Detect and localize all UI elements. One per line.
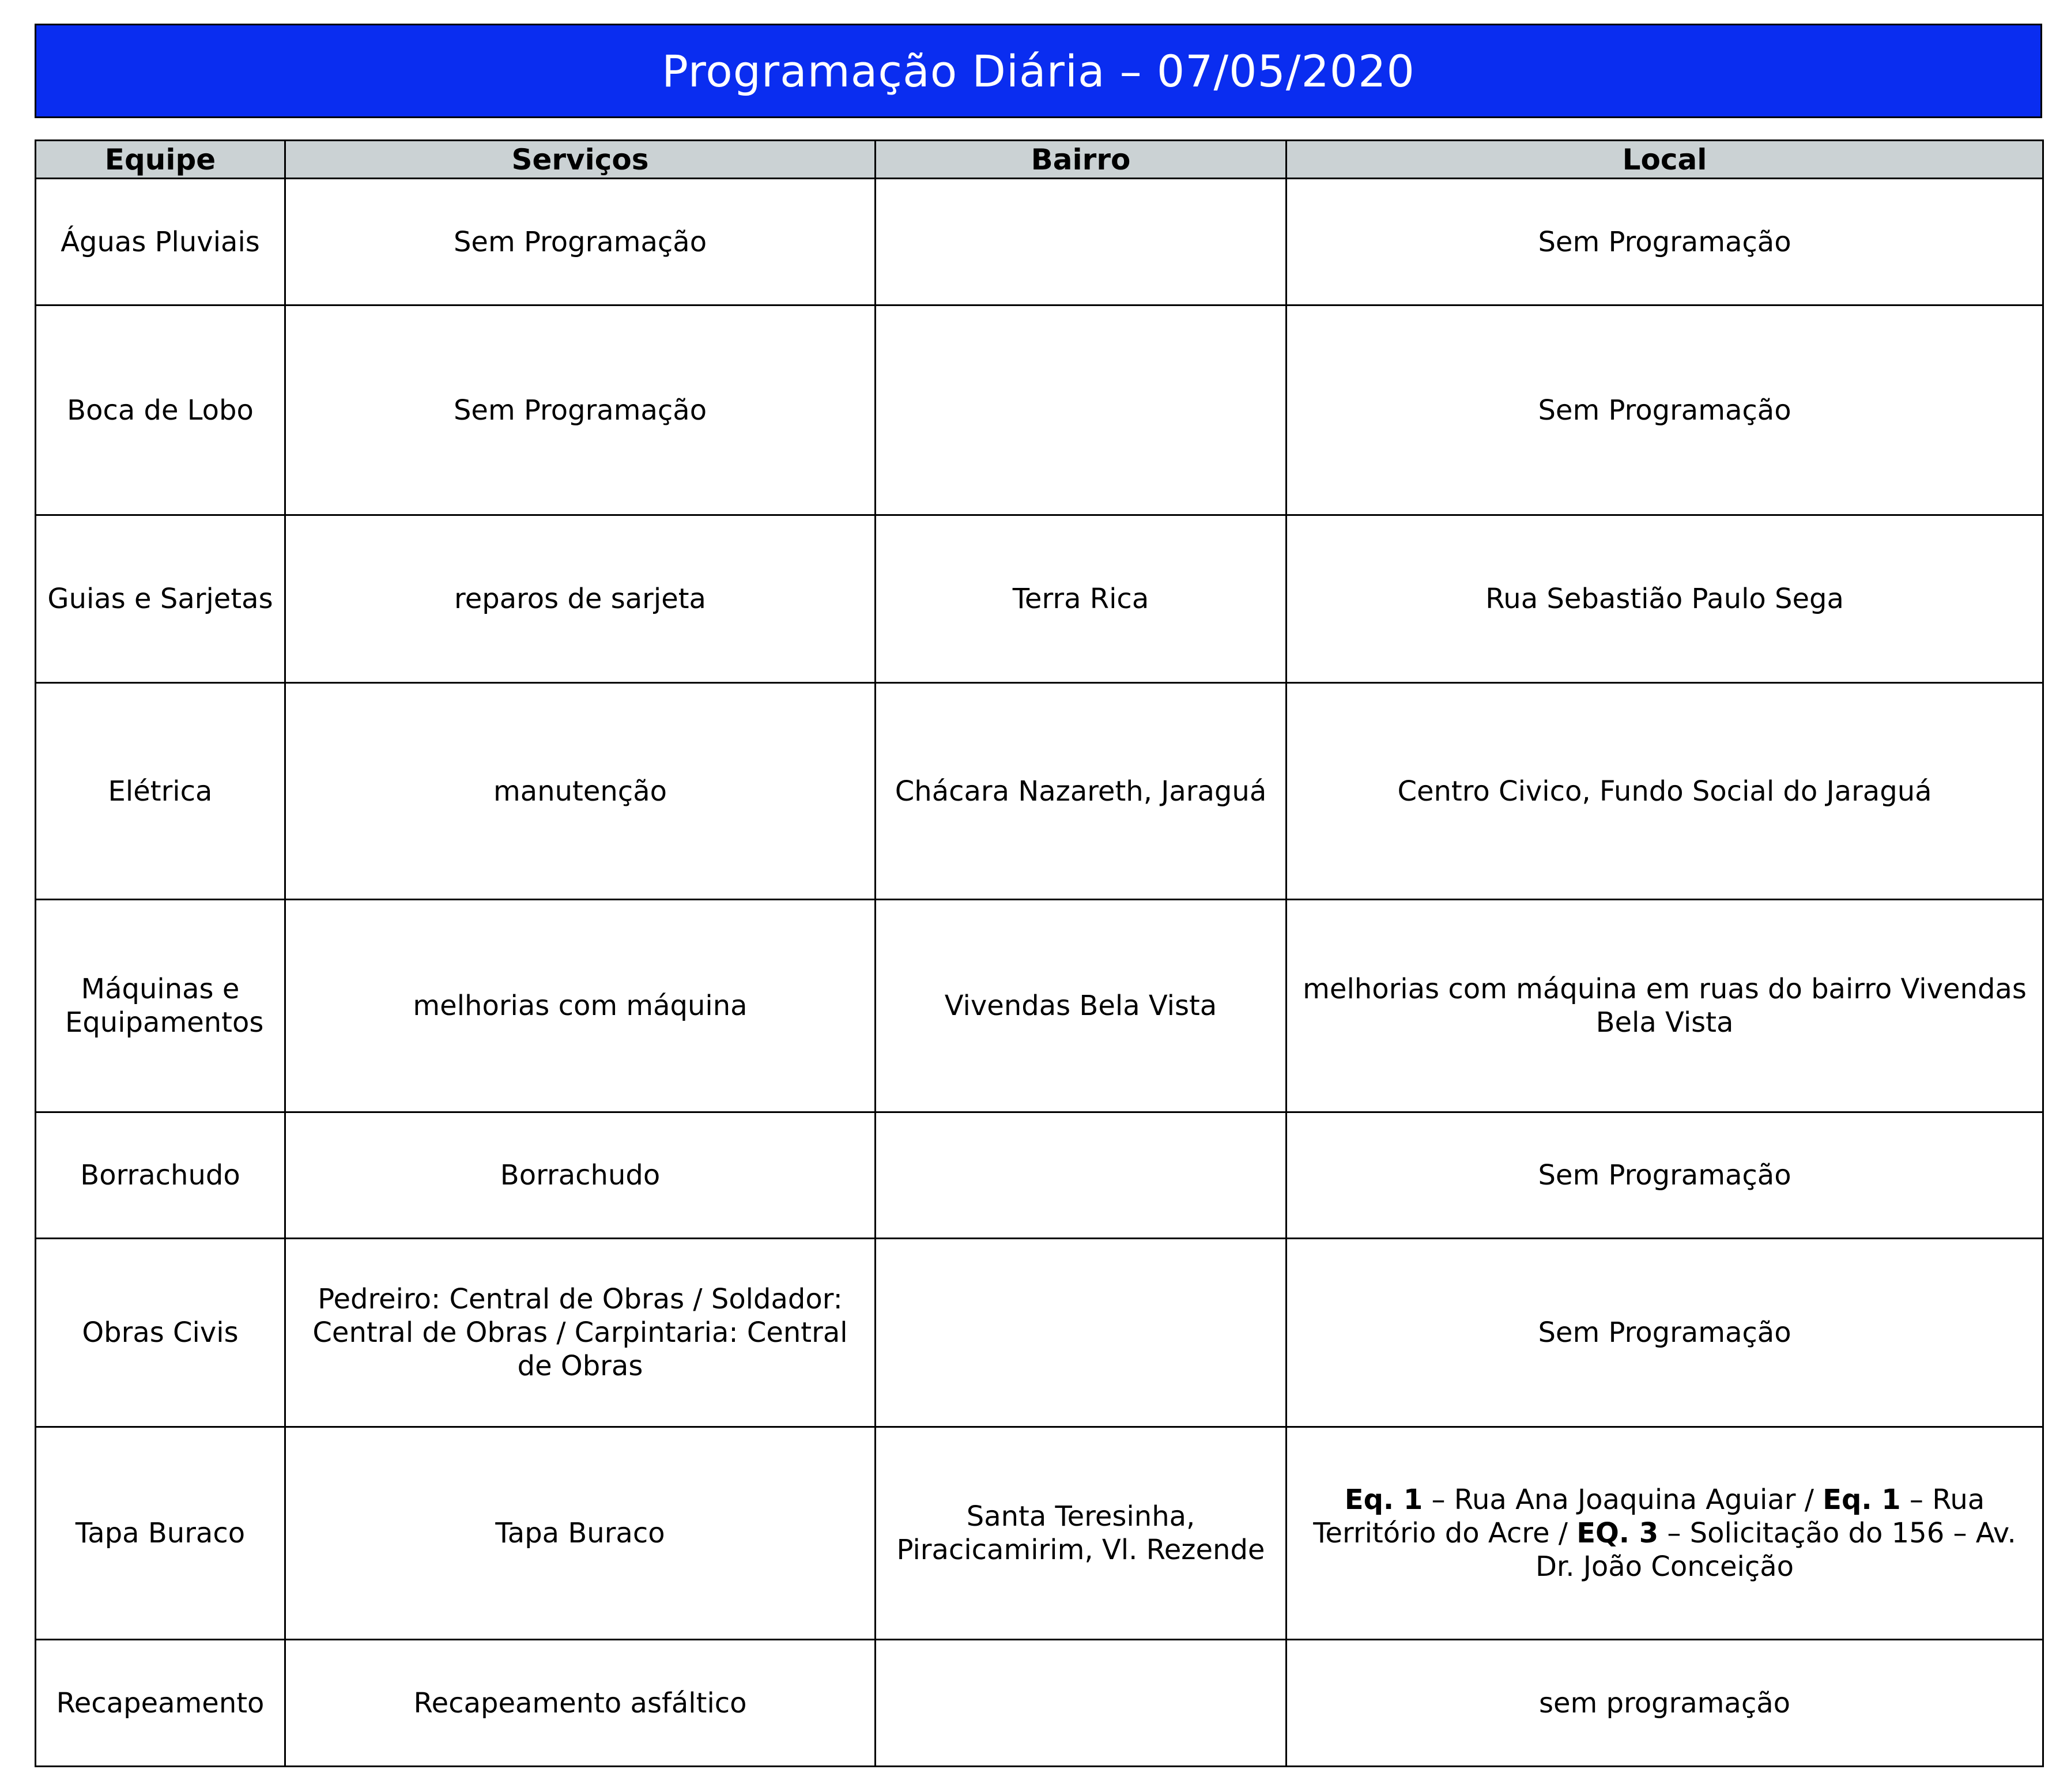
cell-servicos: Pedreiro: Central de Obras / Soldador: Central de Obras / Carpintaria: Central de Obras: [285, 1239, 876, 1427]
cell-servicos: Borrachudo: [285, 1112, 876, 1239]
table-row: [36, 1640, 2043, 1767]
schedule-table: [35, 139, 2044, 1767]
cell-bairro: [876, 1640, 1287, 1767]
table-row: [36, 900, 2043, 1112]
cell-bairro: [876, 1239, 1287, 1427]
page-title: Programação Diária – 07/05/2020: [662, 45, 1415, 97]
cell-local: [1287, 1427, 2043, 1640]
page-title-bar: [35, 24, 2042, 118]
cell-local: Rua Sebastião Paulo Sega: [1287, 515, 2043, 683]
local-part-text: – Rua Ana Joaquina Aguiar /: [1423, 1484, 1823, 1516]
cell-servicos: melhorias com máquina: [285, 900, 876, 1112]
local-part-team: Eq. 1: [1823, 1484, 1901, 1516]
cell-bairro: Terra Rica: [876, 515, 1287, 683]
cell-equipe: Guias e Sarjetas: [36, 515, 285, 683]
local-part-text: – Rua Território do Acre /: [1313, 1484, 1985, 1549]
column-header-bairro: Bairro: [876, 141, 1287, 179]
cell-equipe: Águas Pluviais: [36, 179, 285, 305]
cell-equipe: Boca de Lobo: [36, 305, 285, 515]
local-part-text: – Solicitação do 156 – Av. Dr. João Conceição: [1535, 1517, 2016, 1583]
cell-servicos: reparos de sarjeta: [285, 515, 876, 683]
table-row: [36, 1427, 2043, 1640]
table-row: [36, 179, 2043, 305]
cell-bairro: [876, 179, 1287, 305]
cell-local: sem programação: [1287, 1640, 2043, 1767]
cell-bairro: [876, 1112, 1287, 1239]
cell-servicos: Sem Programação: [285, 179, 876, 305]
cell-local: Sem Programação: [1287, 179, 2043, 305]
table-row: [36, 1112, 2043, 1239]
cell-equipe: Recapeamento: [36, 1640, 285, 1767]
cell-local: Sem Programação: [1287, 1112, 2043, 1239]
table-row: [36, 305, 2043, 515]
cell-local: Sem Programação: [1287, 305, 2043, 515]
local-part-team: Eq. 1: [1344, 1484, 1423, 1516]
cell-local: Sem Programação: [1287, 1239, 2043, 1427]
column-header-local: Local: [1287, 141, 2043, 179]
column-header-servicos: Serviços: [285, 141, 876, 179]
cell-equipe: Elétrica: [36, 683, 285, 900]
table-row: [36, 1239, 2043, 1427]
cell-bairro: [876, 305, 1287, 515]
cell-servicos: Recapeamento asfáltico: [285, 1640, 876, 1767]
cell-servicos: manutenção: [285, 683, 876, 900]
cell-bairro: Chácara Nazareth, Jaraguá: [876, 683, 1287, 900]
cell-equipe: Borrachudo: [36, 1112, 285, 1239]
table-row: [36, 515, 2043, 683]
cell-bairro: Vivendas Bela Vista: [876, 900, 1287, 1112]
cell-equipe: Máquinas e Equipamentos: [36, 900, 285, 1112]
cell-servicos: Sem Programação: [285, 305, 876, 515]
table-row: [36, 683, 2043, 900]
cell-equipe: Tapa Buraco: [36, 1427, 285, 1640]
local-part-team: EQ. 3: [1576, 1517, 1659, 1549]
column-header-equipe: Equipe: [36, 141, 285, 179]
table-header-row: [36, 141, 2043, 179]
cell-bairro: Santa Teresinha, Piracicamirim, Vl. Rezende: [876, 1427, 1287, 1640]
cell-equipe: Obras Civis: [36, 1239, 285, 1427]
cell-local: melhorias com máquina em ruas do bairro Vivendas Bela Vista: [1287, 900, 2043, 1112]
cell-local: Centro Civico, Fundo Social do Jaraguá: [1287, 683, 2043, 900]
cell-servicos: Tapa Buraco: [285, 1427, 876, 1640]
